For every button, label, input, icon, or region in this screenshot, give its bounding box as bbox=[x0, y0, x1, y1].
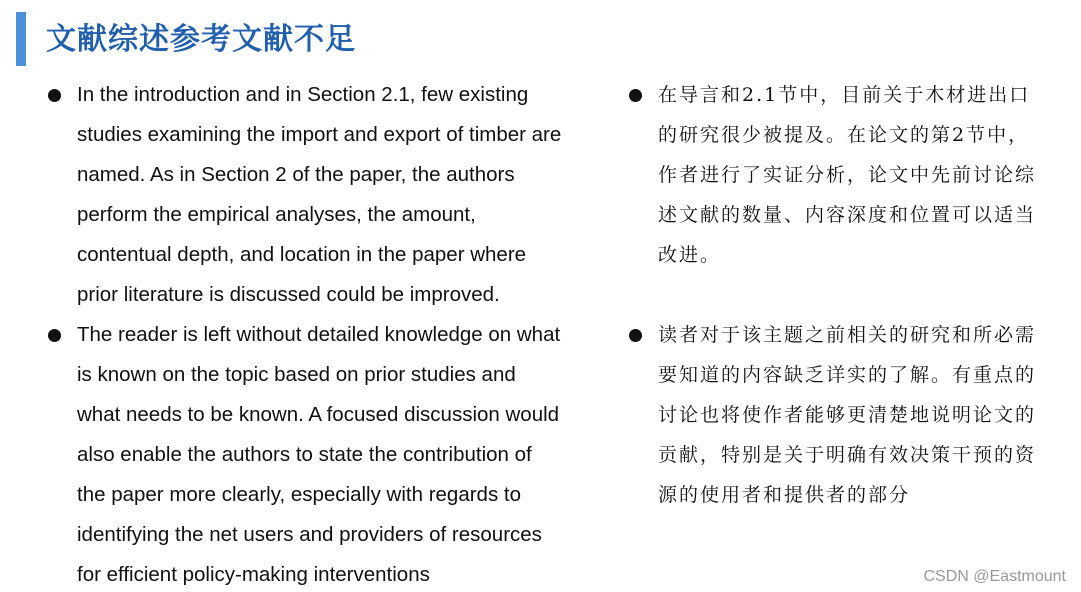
bullet-icon bbox=[48, 89, 61, 102]
bullet-icon bbox=[629, 329, 642, 342]
chinese-point-text: 读者对于该主题之前相关的研究和所必需 要知道的内容缺乏详实的了解。有重点的 讨论也将使作者能够更清楚地说明论文的 贡献，特别是关于明确有效决策干预的资 源的使用者和提供者的部分 bbox=[658, 324, 1037, 506]
chinese-column bbox=[626, 75, 1066, 515]
slide-title: 文献综述参考文献不足 bbox=[46, 23, 356, 56]
english-column bbox=[48, 75, 608, 592]
bullet-icon bbox=[48, 329, 61, 342]
english-point-2 bbox=[48, 315, 608, 592]
english-point-text: In the introduction and in Section 2.1, few existing studies examining the import and export of timber are named. As in Section 2 of the paper, the authors perform the empirical analyses, the amount, contentual depth, and location in the paper where prior literature is discussed could be improved. bbox=[77, 83, 562, 306]
bullet-icon bbox=[629, 89, 642, 102]
watermark: CSDN @Eastmount bbox=[923, 568, 1066, 585]
title-accent-bar bbox=[16, 12, 26, 66]
chinese-point-2 bbox=[626, 315, 1066, 515]
chinese-point-text: 在导言和2.1节中，目前关于木材进出口 的研究很少被提及。在论文的第2节中， 作者进行了实证分析，论文中先前讨论综 述文献的数量、内容深度和位置可以适当 改进。 bbox=[658, 84, 1037, 266]
english-point-1 bbox=[48, 75, 608, 315]
english-point-text: The reader is left without detailed knowledge on what is known on the topic based on prior studies and what needs to be known. A focused discussion would also enable the authors to state the contribution of the paper more clearly, especially with regards to identifying the net users and providers of resources for efficient policy-making interventions bbox=[77, 323, 561, 586]
chinese-point-1 bbox=[626, 75, 1066, 275]
